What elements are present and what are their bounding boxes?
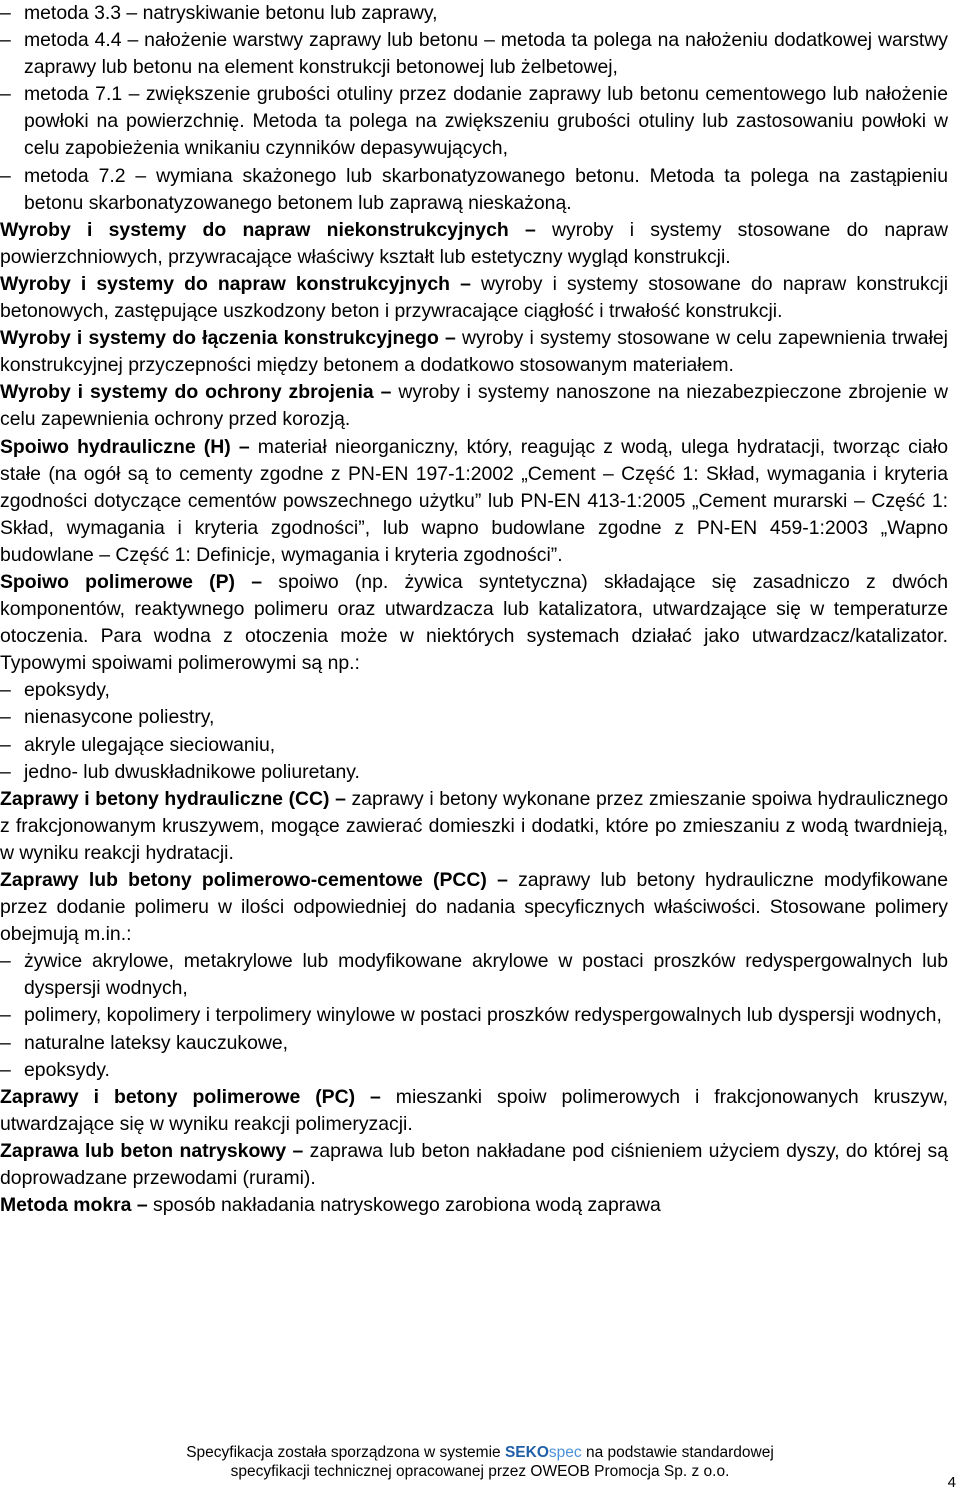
list-item-text: epoksydy, [24,679,110,702]
definition-term: Zaprawy lub betony polimerowo-cementowe (PCC) [0,869,487,891]
definition-term: Wyroby i systemy do ochrony zbrojenia [0,381,374,404]
list-item [0,732,948,759]
definition-separator: – [292,1139,304,1162]
list-dash: – [0,2,11,24]
definition-text: mieszanki spoiw polimerowych i frakcjonowanych kruszyw, utwardzające się w wyniku reakcji polimeryzacji. [0,1085,949,1135]
method-item-3-3 [0,0,948,27]
sekospec-logo-spec: spec [548,1444,582,1461]
page-number: 4 [947,1474,956,1491]
definition-text: wyroby i systemy stosowane do napraw powierzchniowych, przywracające właściwy kształt lub estetyczny wygląd konstrukcji. [0,218,949,268]
definition-term: Spoiwo polimerowe (P) [0,570,235,593]
definition-text: sposób nakładania natryskowego zarobiona wodą zaprawa [153,1194,661,1217]
definition-term: Zaprawa lub beton natryskowy [0,1139,287,1162]
method-list [0,0,948,217]
definition-structural-repair [0,271,948,325]
list-item [0,759,948,786]
footer-text: Specyfikacja została sporządzona w systemie [186,1444,505,1461]
list-dash: – [0,164,11,187]
method-item-4-4 [0,27,948,81]
definition-term: Zaprawy i betony polimerowe (PC) [0,1085,356,1108]
list-item-text: akryle ulegające sieciowaniu, [24,733,276,756]
definition-text: zaprawa lub beton nakładane pod ciśnieniem użyciem dyszy, do której są doprowadzane przewodami (rurami). [0,1139,949,1190]
list-item-text: żywice akrylowe, metakrylowe lub modyfikowane akrylowe w postaci proszków redyspergowalnych lub dyspersji wodnych, [24,950,948,1000]
list-item [0,948,948,1002]
list-item [0,704,948,731]
footer-text: na podstawie standardowej [581,1444,774,1461]
list-dash: – [0,760,11,783]
method-item-7-1 [0,81,948,162]
footer-line-2: specyfikacji technicznej opracowanej przez OWEOB Promocja Sp. z o.o. [230,1463,730,1480]
list-dash: – [0,1031,11,1054]
page-footer [0,1443,960,1481]
list-dash: – [0,1004,11,1027]
definition-term: Metoda mokra [0,1194,132,1217]
method-item-text: metoda 4.4 – nałożenie warstwy zaprawy lub betonu – metoda ta polega na nałożeniu dodatkowej warstwy zaprawy lub betonu na element konstrukcji betonowej lub żelbetowej, [24,29,948,79]
method-item-text: metoda 7.1 – zwiększenie grubości otuliny przez dodanie zaprawy lub betonu cementowego lub nałożenie powłoki na powierzchnię. Metoda ta polega na zwiększeniu grubości otuliny lub zastosowaniu powłoki w celu zapobieżenia wnikaniu czynników depasywujących, [24,83,948,160]
list-item-text: polimery, kopolimery i terpolimery winylowe w postaci proszków redyspergowalnych lub dyspersji wodnych, [24,1004,942,1027]
definition-separator: – [335,787,346,810]
definition-separator: – [238,435,250,458]
definition-separator: – [497,869,508,891]
definition-non-structural-repair [0,217,948,271]
footer-line-1 [0,1443,960,1462]
definition-polymer-mortars-pc [0,1084,948,1138]
list-item [0,1030,948,1057]
pcc-polymer-list [0,948,948,1083]
list-item [0,1002,948,1029]
definition-separator: – [524,218,536,241]
definition-separator: – [445,327,456,350]
definition-separator: – [460,272,471,295]
list-item-text: epoksydy. [24,1058,110,1081]
list-item-text: jedno- lub dwuskładnikowe poliuretany. [24,760,360,783]
list-dash: – [0,29,11,52]
definition-text: wyroby i systemy stosowane w celu zapewnienia trwałej konstrukcyjnej przyczepności między betonem a dodatkowo stosowanym materiałem. [0,327,948,377]
definition-hydraulic-binder [0,434,948,569]
polymer-binder-list [0,677,948,785]
list-dash: – [0,706,11,729]
method-item-text: metoda 3.3 – natryskiwanie betonu lub zaprawy, [24,2,438,24]
definition-sprayed-mortar [0,1138,948,1192]
definition-separator: – [380,381,392,404]
definition-text: wyroby i systemy stosowane do napraw konstrukcji betonowych, zastępujące uszkodzony beton i przywracające ciągłość i trwałość konstrukcji. [0,272,949,323]
list-item-text: nienasycone poliestry, [24,706,215,729]
definition-separator: – [136,1194,148,1217]
list-item-text: naturalne lateksy kauczukowe, [24,1031,289,1054]
definition-text: spoiwo (np. żywica syntetyczna) składające się zasadniczo z dwóch komponentów, reaktywnego polimeru oraz utwardzacza lub katalizatora, utwardzające się w temperaturze otoczenia. Para wodna z otoczenia może w niektórych systemach działać jako utwardzacz/katalizator. Typowymi spoiwami polimerowymi są np.: [0,570,949,675]
sekospec-logo-seko: SEKO [504,1444,549,1461]
list-dash: – [0,679,11,702]
definition-wet-method [0,1192,948,1219]
definition-term: Spoiwo hydrauliczne (H) [0,435,231,458]
definition-hydraulic-mortars-cc [0,786,948,867]
method-item-7-2 [0,163,948,217]
definition-term: Wyroby i systemy do napraw niekonstrukcyjnych [0,218,509,241]
method-item-text: metoda 7.2 – wymiana skażonego lub skarbonatyzowanego betonu. Metoda ta polega na zastąpieniu betonu skarbonatyzowanego betonem lub zaprawą nieskażoną. [24,164,948,214]
definition-text: zaprawy lub betony hydrauliczne modyfikowane przez dodanie polimeru w ilości odpowiedniej do nadania specyficznych właściwości. Stosowane polimery obejmują m.in.: [0,869,948,946]
definition-term: Zaprawy i betony hydrauliczne (CC) [0,787,330,810]
list-item [0,1057,948,1084]
definition-term: Wyroby i systemy do napraw konstrukcyjnych [0,272,450,295]
definition-text: wyroby i systemy nanoszone na niezabezpieczone zbrojenie w celu zapewnienia ochrony przed korozją. [0,381,949,431]
definition-structural-bonding [0,325,948,379]
list-dash: – [0,733,11,756]
definition-text: zaprawy i betony wykonane przez zmieszanie spoiwa hydraulicznego z frakcjonowanym kruszywem, mogące zawierać domieszki i dodatki, które po zmieszaniu z wodą twardnieją, w wyniku reakcji hydratacji. [0,787,948,864]
list-dash: – [0,950,11,973]
definition-polymer-binder [0,569,948,677]
list-dash: – [0,83,11,106]
definition-text: materiał nieorganiczny, który, reagując z wodą, ulega hydratacji, tworząc ciało stałe (na ogół są to cementy zgodne z PN-EN 197-1:2002 „Cement – Część 1: Skład, wymagania i kryteria zgodności dotyczące cementów powszechnego użytku” lub PN-EN 413-1:2005 „Cement murarski – Część 1: Skład, wymagania i kryteria zgodności”, lub wapno budowlane zgodne z PN-EN 459-1:2003 „Wapno budowlane – Część 1: Definicje, wymagania i kryteria zgodności”. [0,435,948,566]
list-dash: – [0,1058,11,1081]
definition-separator: – [251,570,263,593]
definition-reinforcement-protection [0,379,948,433]
definition-term: Wyroby i systemy do łączenia konstrukcyjnego [0,327,439,350]
list-item [0,677,948,704]
definition-separator: – [370,1085,381,1108]
definition-polymer-cement-pcc [0,867,948,948]
